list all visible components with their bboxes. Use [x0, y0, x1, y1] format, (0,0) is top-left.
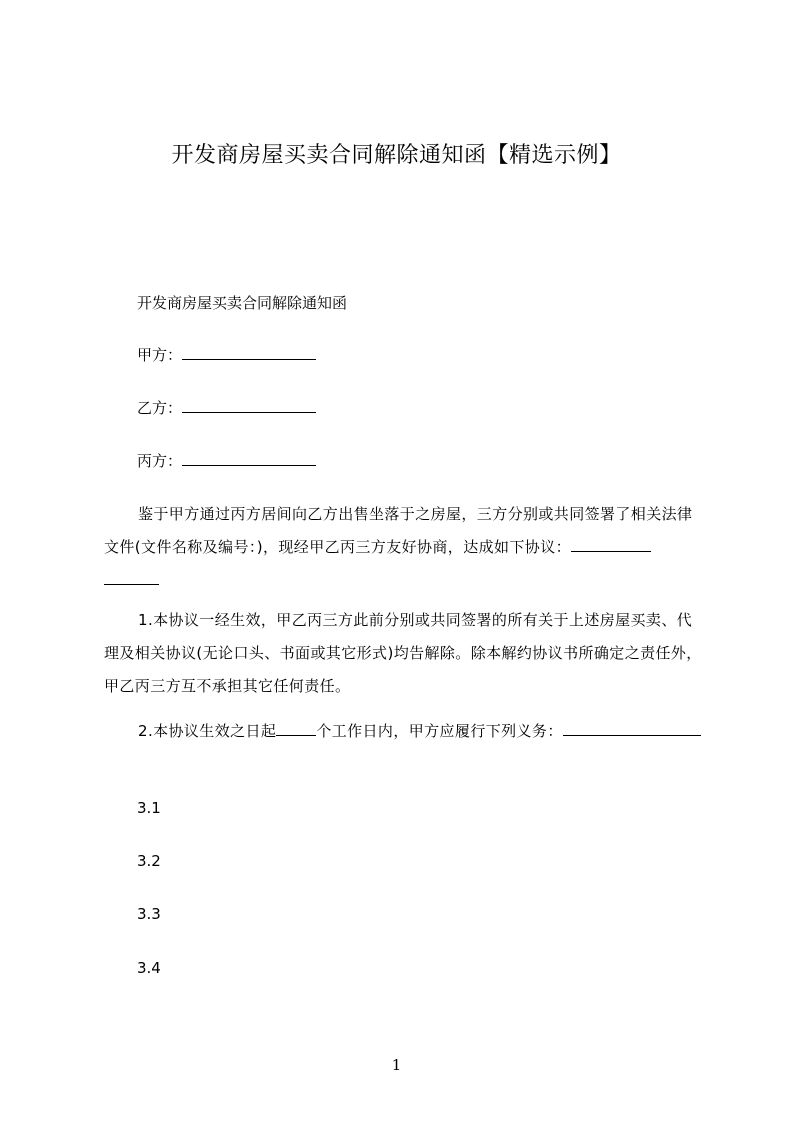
party-a-blank	[182, 345, 316, 360]
item-3-2: 3.2	[137, 852, 161, 870]
intro-blank-continued	[104, 570, 159, 585]
party-c-blank	[182, 451, 316, 466]
intro-text: 鉴于甲方通过丙方居间向乙方出售坐落于之房屋，三方分别或共同签署了相关法律文件(文件名称及编号：)，现经甲乙丙三方友好协商，达成如下协议：	[104, 505, 693, 556]
intro-paragraph	[104, 498, 704, 597]
party-b-blank	[182, 398, 316, 413]
party-c-label: 丙方：	[137, 452, 183, 470]
party-b-line	[137, 398, 316, 418]
party-c-line	[137, 451, 316, 471]
clause-2-duties-blank	[563, 721, 685, 736]
document-title: 开发商房屋买卖合同解除通知函【精选示例】	[171, 143, 622, 168]
party-a-line	[137, 345, 316, 365]
item-3-4: 3.4	[137, 959, 161, 977]
clause-2-text-end: 个工作日内，甲方应履行下列义务：	[316, 722, 563, 740]
clause-2	[104, 715, 704, 748]
document-subtitle: 开发商房屋买卖合同解除通知函	[137, 294, 348, 312]
party-a-label: 甲方：	[137, 346, 183, 364]
item-3-1: 3.1	[137, 799, 161, 817]
page-number: 1	[391, 1056, 402, 1074]
item-3-3: 3.3	[137, 905, 161, 923]
clause-2-duties-blank-continued	[685, 721, 701, 736]
clause-1: 1.本协议一经生效，甲乙丙三方此前分别或共同签署的所有关于上述房屋买卖、代理及相关协议(无论口头、书面或其它形式)均告解除。除本解约协议书所确定之责任外，甲乙丙三方互不承担其它任何责任。	[104, 611, 702, 695]
intro-blank	[571, 537, 651, 552]
party-b-label: 乙方：	[137, 399, 183, 417]
clause-2-text-start: 2.本协议生效之日起	[138, 722, 277, 740]
clause-2-days-blank	[276, 721, 316, 736]
